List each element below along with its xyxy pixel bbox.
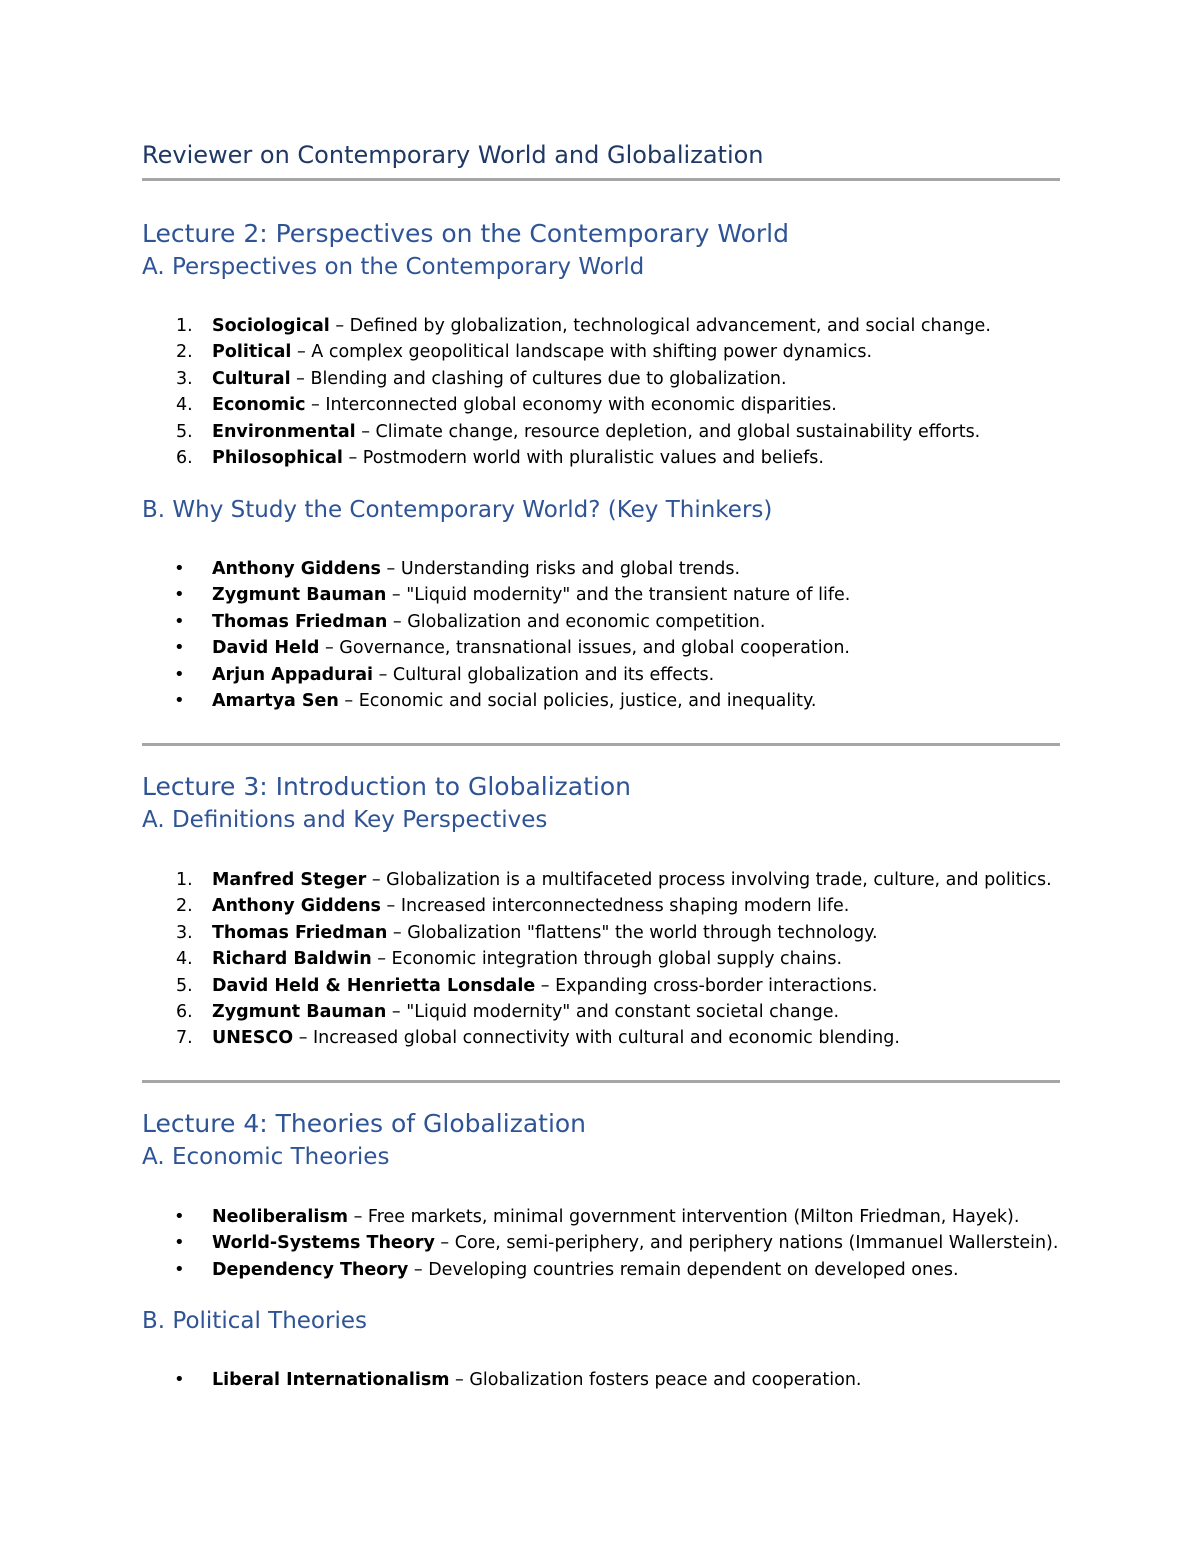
section-divider: [142, 743, 1060, 746]
lecture-2-part-b-heading: B. Why Study the Contemporary World? (Key Thinkers): [142, 497, 773, 523]
lecture-3-heading: Lecture 3: Introduction to Globalization: [142, 772, 632, 801]
list-item: 6. Zygmunt Bauman – "Liquid modernity" and constant societal change.: [176, 1001, 840, 1022]
list-item: • Anthony Giddens – Understanding risks and global trends.: [174, 558, 741, 579]
lecture-4-part-b-heading: B. Political Theories: [142, 1308, 367, 1334]
list-item: 1. Sociological – Defined by globalization, technological advancement, and social change.: [176, 316, 991, 336]
list-item: • Neoliberalism – Free markets, minimal government intervention (Milton Friedman, Hayek).: [174, 1206, 1020, 1227]
list-item: • Amartya Sen – Economic and social policies, justice, and inequality.: [174, 689, 817, 711]
list-item: 3. Thomas Friedman – Globalization "flattens" the world through technology.: [176, 922, 878, 943]
list-item: • Thomas Friedman – Globalization and economic competition.: [174, 610, 766, 632]
list-item: • World-Systems Theory – Core, semi-periphery, and periphery nations (Immanuel Wallerstein).: [174, 1232, 1059, 1254]
list-item: 3. Cultural – Blending and clashing of cultures due to globalization.: [176, 368, 787, 389]
list-item: 4. Richard Baldwin – Economic integration through global supply chains.: [176, 949, 843, 970]
lecture-2-heading: Lecture 2: Perspectives on the Contemporary World: [142, 219, 789, 248]
list-item: • Zygmunt Bauman – "Liquid modernity" and the transient nature of life.: [174, 584, 851, 606]
list-item: 2. Political – A complex geopolitical landscape with shifting power dynamics.: [176, 342, 873, 363]
lecture-3-part-a-list: [142, 867, 1052, 1052]
lecture-2-part-a-heading: A. Perspectives on the Contemporary World: [142, 254, 645, 280]
lecture-3-part-a-heading: A. Definitions and Key Perspectives: [142, 807, 548, 833]
lecture-2-part-a-list: [142, 313, 991, 471]
list-item: 5. David Held & Henrietta Lonsdale – Expanding cross-border interactions.: [176, 975, 878, 996]
lecture-4-heading: Lecture 4: Theories of Globalization: [142, 1109, 587, 1138]
list-item: 5. Environmental – Climate change, resource depletion, and global sustainability efforts.: [176, 421, 981, 442]
list-item: • Arjun Appadurai – Cultural globalization and its effects.: [174, 663, 715, 685]
lecture-2-part-b-list: [142, 556, 850, 714]
lecture-4-part-a-list: [142, 1204, 1058, 1283]
list-item: 1. Manfred Steger – Globalization is a multifaceted process involving trade, culture, and politics.: [176, 870, 1052, 890]
list-item: 6. Philosophical – Postmodern world with pluralistic values and beliefs.: [176, 447, 824, 468]
lecture-4-part-a-heading: A. Economic Theories: [142, 1144, 390, 1170]
list-item: 2. Anthony Giddens – Increased interconnectedness shaping modern life.: [176, 896, 850, 917]
list-item: • Dependency Theory – Developing countries remain dependent on developed ones.: [174, 1258, 959, 1280]
lecture-4-part-b-list: [142, 1367, 861, 1393]
list-item: 4. Economic – Interconnected global economy with economic disparities.: [176, 395, 837, 416]
list-item: • David Held – Governance, transnational issues, and global cooperation.: [174, 637, 850, 659]
list-item: 7. UNESCO – Increased global connectivity with cultural and economic blending.: [176, 1028, 900, 1049]
title-divider: [142, 178, 1060, 181]
document-title: Reviewer on Contemporary World and Globalization: [142, 141, 764, 169]
list-item: • Liberal Internationalism – Globalization fosters peace and cooperation.: [174, 1369, 862, 1390]
section-divider: [142, 1080, 1060, 1083]
